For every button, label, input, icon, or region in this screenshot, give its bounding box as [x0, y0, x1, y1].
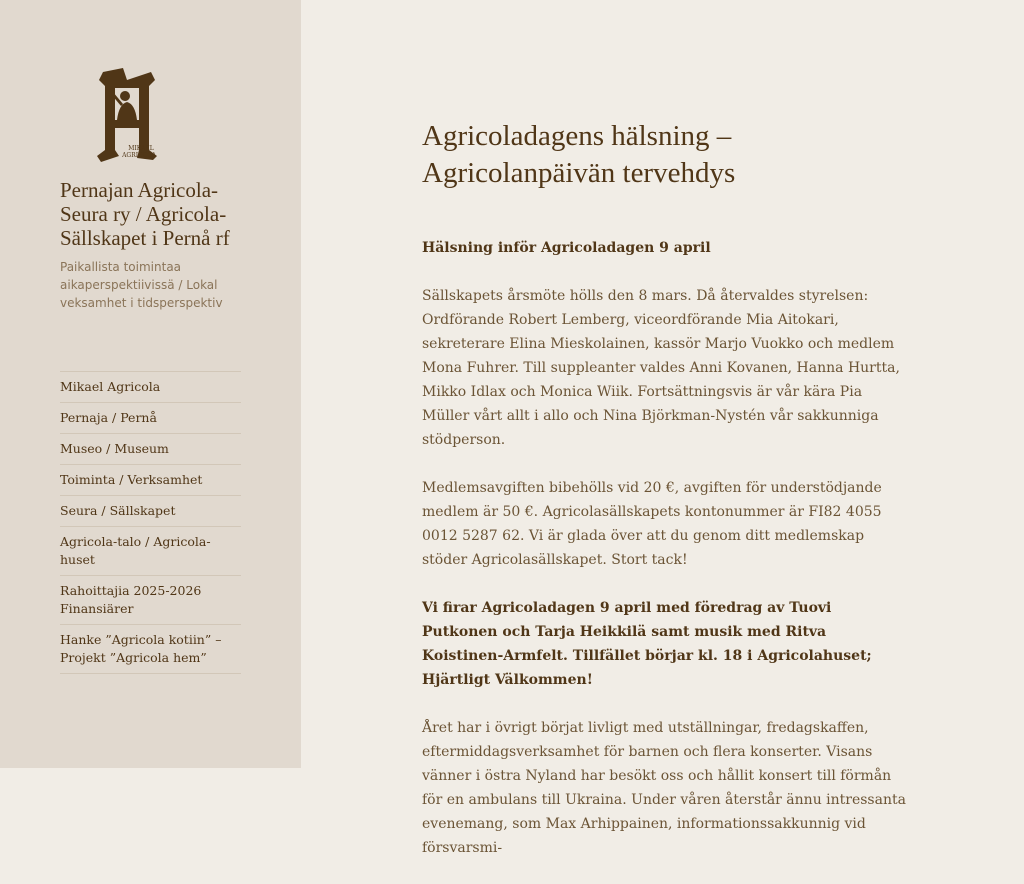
sidebar: [0, 0, 301, 768]
nav-item-agricola-talo[interactable]: Agricola-talo / Agricola-huset: [60, 527, 241, 576]
article-title-line-1: Agricoladagens hälsning –: [422, 120, 732, 152]
article-heading: Hälsning inför Agricoladagen 9 april: [422, 240, 711, 256]
article-paragraph-3: Vi firar Agricoladagen 9 april med föredrag av Tuovi Putkonen och Tarja Heikkilä samt musik med Ritva Koistinen-Armfelt. Tillfället börjar kl. 18 i Agricolahuset; Hjärtligt Välkommen!: [422, 600, 872, 688]
mikael-agricola-logo[interactable]: [93, 66, 161, 164]
nav-item-mikael-agricola[interactable]: Mikael Agricola: [60, 372, 241, 403]
nav-item-seura[interactable]: Seura / Sällskapet: [60, 496, 241, 527]
article-content: [422, 118, 908, 884]
main-navigation: [60, 371, 241, 674]
article-paragraph-4: Året har i övrigt börjat livligt med utställningar, fredagskaffen, eftermiddagsverksamhet för barnen och flera konserter. Visans vänner i östra Nyland har besökt oss och hållit konsert till förmån för en ambulans till Ukraina. Under våren återstår ännu intressanta evenemang, som Max Arhippainen, informationssakkunnig vid försvarsmi-: [422, 720, 906, 856]
nav-item-rahoittajia[interactable]: Rahoittajia 2025-2026 Finansiärer: [60, 576, 241, 625]
article-title[interactable]: [422, 118, 908, 192]
article-paragraph-2: Medlemsavgiften bibehölls vid 20 €, avgiften för understödjande medlem är 50 €. Agricolasällskapets kontonummer är FI82 4055 0012 5287 62. Vi är glada över att du genom ditt medlemskap stöder Agricolasällskapet. Stort tack!: [422, 480, 882, 568]
nav-item-museo[interactable]: Museo / Museum: [60, 434, 241, 465]
logo-text-agricola: AGRICOLA: [122, 152, 156, 159]
logo-text-mikael: MIKAEL: [128, 145, 154, 152]
nav-item-hanke[interactable]: Hanke ”Agricola kotiin” – Projekt ”Agricola hem”: [60, 625, 241, 674]
nav-item-pernaja[interactable]: Pernaja / Pernå: [60, 403, 241, 434]
nav-item-toiminta[interactable]: Toiminta / Verksamhet: [60, 465, 241, 496]
article-title-line-2: Agricolanpäivän tervehdys: [422, 157, 736, 189]
site-description: Paikallista toimintaa aikaperspektiivissä / Lokal veksamhet i tidsperspektiv: [60, 260, 223, 310]
site-title[interactable]: Pernajan Agricola-Seura ry / Agricola-Sällskapet i Pernå rf: [60, 178, 230, 250]
article-paragraph-1: Sällskapets årsmöte hölls den 8 mars. Då återvaldes styrelsen: Ordförande Robert Lemberg, viceordförande Mia Aitokari, sekreterare Elina Mieskolainen, kassör Marjo Vuokko och medlem Mona Fuhrer. Till suppleanter valdes Anni Kovanen, Hanna Hurtta, Mikko Idlax och Monica Wiik. Fortsättningsvis är vår kära Pia Müller vårt allt i allo och Nina Björkman-Nystén vår sakkunniga stödperson.: [422, 288, 900, 448]
